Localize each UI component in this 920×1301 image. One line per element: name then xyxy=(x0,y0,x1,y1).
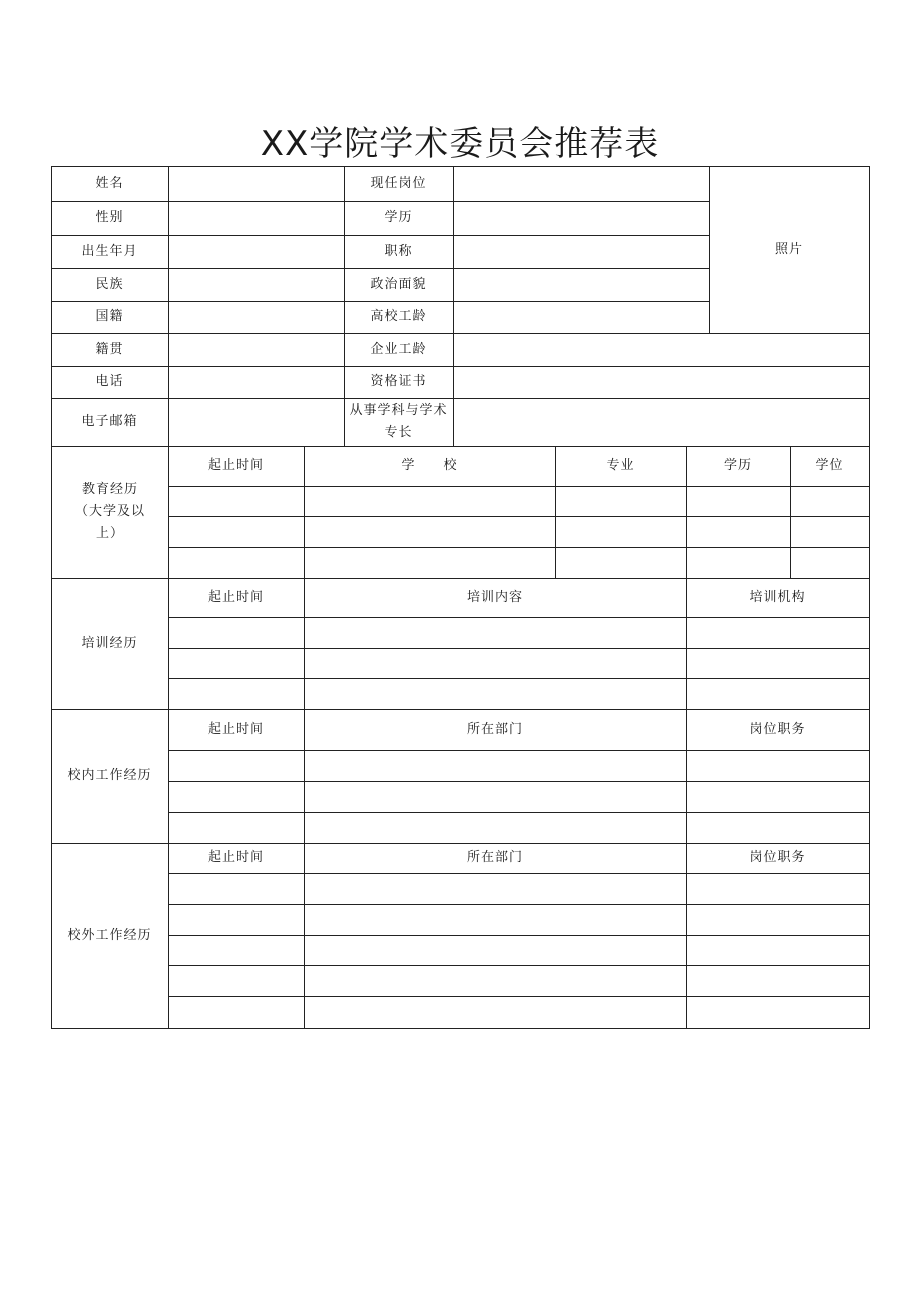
email-input[interactable] xyxy=(169,399,344,446)
specialty-label: 从事学科与学术专长 xyxy=(349,403,448,440)
external-work-dept-cell[interactable] xyxy=(305,874,686,904)
phone-label: 电话 xyxy=(95,374,124,389)
training-col-content: 培训内容 xyxy=(466,589,523,605)
education-degree-cell[interactable] xyxy=(791,487,869,517)
name-input[interactable] xyxy=(169,167,344,201)
page-title: XX学院学术委员会推荐表 xyxy=(260,124,660,164)
education-section-label: 教育经历（大学及以上） xyxy=(74,482,145,541)
gender-label: 性别 xyxy=(95,210,124,225)
certificate-input[interactable] xyxy=(454,367,869,398)
gender-input[interactable] xyxy=(169,202,344,235)
internal-work-col-dept: 所在部门 xyxy=(466,721,523,737)
internal-work-period-cell[interactable] xyxy=(169,782,304,812)
current-post-input[interactable] xyxy=(454,167,709,201)
external-work-col-dept: 所在部门 xyxy=(466,850,523,865)
nationality-label: 国籍 xyxy=(95,309,124,324)
name-label: 姓名 xyxy=(95,175,124,191)
education-major-cell[interactable] xyxy=(556,517,686,547)
internal-work-position-cell[interactable] xyxy=(687,813,869,843)
birth-label: 出生年月 xyxy=(81,243,138,259)
birth-input[interactable] xyxy=(169,236,344,268)
training-period-cell[interactable] xyxy=(169,649,304,679)
education-level-label: 学历 xyxy=(384,210,413,225)
nationality-input[interactable] xyxy=(169,302,344,333)
external-work-dept-cell[interactable] xyxy=(305,936,686,966)
photo-area[interactable]: 照片 xyxy=(774,241,803,257)
enterprise-years-label: 企业工龄 xyxy=(370,341,427,357)
political-status-label: 政治面貌 xyxy=(370,276,427,292)
native-place-label: 籍贯 xyxy=(95,341,124,357)
training-col-period: 起止时间 xyxy=(207,589,264,605)
recommendation-form xyxy=(51,166,870,1029)
specialty-input[interactable] xyxy=(454,399,869,446)
external-work-dept-cell[interactable] xyxy=(305,905,686,935)
college-years-input[interactable] xyxy=(454,302,709,333)
training-col-org: 培训机构 xyxy=(749,589,806,605)
internal-work-dept-cell[interactable] xyxy=(305,782,686,812)
ethnicity-input[interactable] xyxy=(169,269,344,301)
external-work-period-cell[interactable] xyxy=(169,936,304,966)
professional-title-label: 职称 xyxy=(384,243,413,259)
education-degree-level-cell[interactable] xyxy=(687,517,790,547)
internal-work-period-cell[interactable] xyxy=(169,813,304,843)
current-post-label: 现任岗位 xyxy=(370,175,427,191)
external-work-position-cell[interactable] xyxy=(687,997,869,1027)
external-work-dept-cell[interactable] xyxy=(305,997,686,1027)
external-work-position-cell[interactable] xyxy=(687,936,869,966)
training-period-cell[interactable] xyxy=(169,679,304,709)
external-work-period-cell[interactable] xyxy=(169,966,304,996)
internal-work-position-cell[interactable] xyxy=(687,751,869,781)
internal-work-col-position: 岗位职务 xyxy=(749,721,806,737)
external-work-period-cell[interactable] xyxy=(169,905,304,935)
training-org-cell[interactable] xyxy=(687,618,869,648)
internal-work-dept-cell[interactable] xyxy=(305,813,686,843)
education-school-cell[interactable] xyxy=(305,548,555,578)
education-col-major: 专业 xyxy=(606,458,635,473)
internal-work-dept-cell[interactable] xyxy=(305,751,686,781)
external-work-col-period: 起止时间 xyxy=(207,850,264,865)
phone-input[interactable] xyxy=(169,367,344,398)
education-period-cell[interactable] xyxy=(169,487,304,517)
external-work-period-cell[interactable] xyxy=(169,874,304,904)
professional-title-input[interactable] xyxy=(454,236,709,268)
education-degree-cell[interactable] xyxy=(791,517,869,547)
education-major-cell[interactable] xyxy=(556,548,686,578)
education-degree-level-cell[interactable] xyxy=(687,487,790,517)
training-org-cell[interactable] xyxy=(687,679,869,709)
education-major-cell[interactable] xyxy=(556,487,686,517)
training-content-cell[interactable] xyxy=(305,679,686,709)
border-bottom xyxy=(51,1028,870,1029)
education-col-degree: 学位 xyxy=(815,458,844,473)
education-col-degree-level: 学历 xyxy=(723,458,752,473)
education-school-cell[interactable] xyxy=(305,517,555,547)
external-work-dept-cell[interactable] xyxy=(305,966,686,996)
certificate-label: 资格证书 xyxy=(370,374,427,389)
enterprise-years-input[interactable] xyxy=(454,334,869,366)
training-content-cell[interactable] xyxy=(305,618,686,648)
training-org-cell[interactable] xyxy=(687,649,869,679)
internal-work-col-period: 起止时间 xyxy=(207,721,264,737)
external-work-position-cell[interactable] xyxy=(687,966,869,996)
education-period-cell[interactable] xyxy=(169,517,304,547)
education-period-cell[interactable] xyxy=(169,548,304,578)
external-work-col-position: 岗位职务 xyxy=(749,850,806,865)
education-degree-level-cell[interactable] xyxy=(687,548,790,578)
training-period-cell[interactable] xyxy=(169,618,304,648)
training-content-cell[interactable] xyxy=(305,649,686,679)
education-degree-cell[interactable] xyxy=(791,548,869,578)
college-years-label: 高校工龄 xyxy=(370,309,427,324)
native-place-input[interactable] xyxy=(169,334,344,366)
training-section-label: 培训经历 xyxy=(81,635,138,651)
border-right xyxy=(869,166,870,1029)
education-col-school: 学 校 xyxy=(401,458,458,473)
external-work-position-cell[interactable] xyxy=(687,874,869,904)
political-status-input[interactable] xyxy=(454,269,709,301)
education-col-period: 起止时间 xyxy=(207,458,264,473)
education-school-cell[interactable] xyxy=(305,487,555,517)
internal-work-section-label: 校内工作经历 xyxy=(67,768,152,783)
education-level-input[interactable] xyxy=(454,202,709,235)
external-work-position-cell[interactable] xyxy=(687,905,869,935)
ethnicity-label: 民族 xyxy=(95,276,124,292)
internal-work-period-cell[interactable] xyxy=(169,751,304,781)
external-work-period-cell[interactable] xyxy=(169,997,304,1027)
external-work-section-label: 校外工作经历 xyxy=(67,927,152,943)
internal-work-position-cell[interactable] xyxy=(687,782,869,812)
email-label: 电子邮箱 xyxy=(81,414,138,429)
